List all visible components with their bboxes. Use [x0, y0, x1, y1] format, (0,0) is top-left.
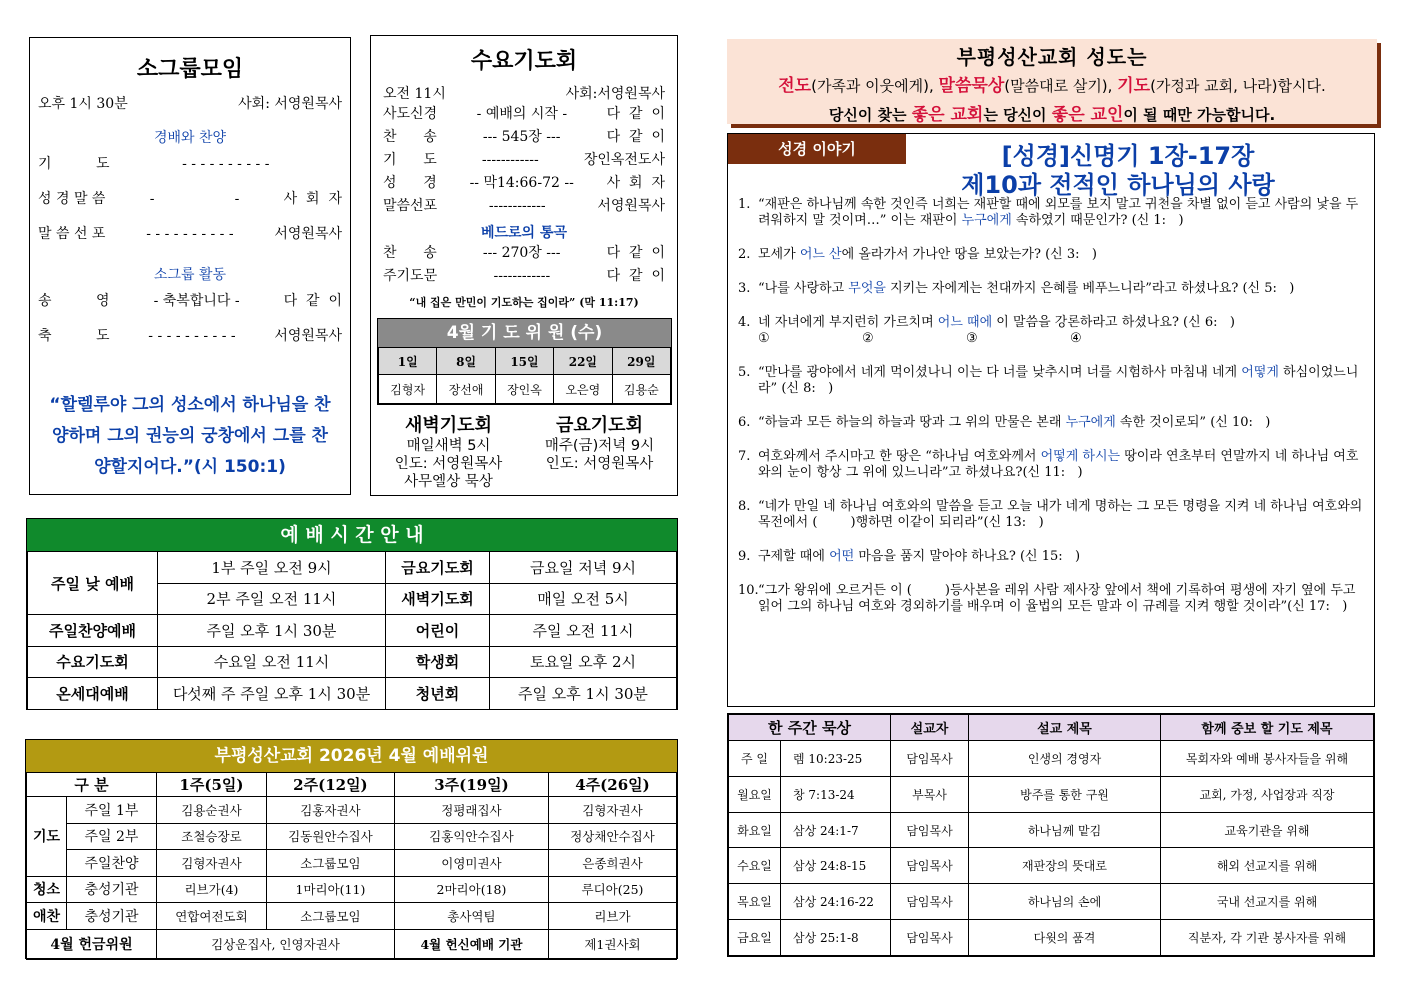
- committee-role: 주일찬양: [67, 850, 157, 877]
- committee-member: 김용순권사: [157, 797, 267, 824]
- question-fragment: 마음을 품지 말아야 하나요? (신 15: ): [854, 549, 1081, 564]
- option-marker: ③: [966, 331, 978, 346]
- schedule-box: [26, 518, 678, 710]
- weekly-cell: 부목사: [891, 776, 969, 812]
- question-item: [738, 315, 1366, 347]
- schedule-category: 주일찬양예배: [28, 615, 158, 647]
- dawn-prayer-title: 새벽기도회: [405, 415, 492, 436]
- committee-role: 주일 1부: [67, 797, 157, 824]
- committee-member: 루디아(25): [548, 876, 676, 903]
- weekly-cell: 담임목사: [891, 812, 969, 848]
- question-text: [758, 197, 1366, 229]
- schedule-time: 2부 주일 오전 11시: [158, 583, 386, 615]
- order-middle: - -: [149, 191, 240, 207]
- option-marker: ④: [1070, 331, 1082, 346]
- order-row: [38, 147, 342, 182]
- order-value: 사 회 자: [606, 175, 665, 191]
- question-item: [738, 549, 1366, 565]
- order-label: 말씀선포: [383, 198, 438, 214]
- question-text: [758, 583, 1366, 615]
- order-value: 다 같 이: [606, 245, 665, 261]
- order-middle: - - - - - - - - - -: [146, 226, 234, 242]
- order-value: 서영원목사: [597, 198, 665, 214]
- weekly-cell: 담임목사: [891, 848, 969, 884]
- order-value: 다 같 이: [606, 106, 665, 122]
- roster-date: 8일: [437, 348, 495, 375]
- question-number: 7.: [738, 449, 751, 464]
- committee-member: 정평래집사: [394, 797, 548, 824]
- wed-order: [371, 103, 677, 218]
- wed-host: 사회:서영원목사: [565, 86, 665, 102]
- question-item: [738, 281, 1366, 297]
- order-label: 성 경 말 씀: [38, 191, 106, 207]
- weekly-cell: 해외 선교지를 위해: [1161, 848, 1374, 884]
- banner-text: (가정과 교회, 나라)합시다.: [1150, 77, 1326, 95]
- option-marker: ②: [862, 331, 874, 346]
- small-group-verse: “할렐루야 그의 성소에서 하나님을 찬양하며 그의 권능의 궁창에서 그를 찬양할지어다.”(시 150:1): [49, 395, 331, 477]
- question-list: [738, 197, 1366, 615]
- roster-name: 오은영: [554, 375, 612, 404]
- committee-box: [25, 739, 678, 959]
- question-number: 5.: [738, 365, 751, 380]
- question-fragment: 속하였기 때문인가? (신 1: ): [1011, 213, 1184, 228]
- question-text: [758, 281, 1366, 297]
- banner-text: 전도: [778, 76, 812, 96]
- roster-name: 장인옥: [495, 375, 553, 404]
- schedule-time: 수요일 오전 11시: [158, 646, 386, 678]
- order-row: [38, 182, 342, 217]
- order-middle: --- 545장 ---: [482, 129, 561, 145]
- section-praise: 경배와 찬양: [153, 130, 227, 146]
- banner-title: 부평성산교회 성도는: [956, 45, 1148, 69]
- question-fragment: 어느 산: [799, 247, 842, 262]
- offering-members: 김상운집사, 인영자권사: [157, 929, 395, 959]
- small-group-time: 오후 1시 30분: [38, 96, 128, 112]
- question-fragment: 어느 때에: [937, 315, 993, 330]
- order-value: 서영원목사: [274, 226, 342, 242]
- bible-title-2: 제10과 전적인 하나님의 사랑: [961, 171, 1275, 199]
- schedule-category: 어린이: [386, 615, 490, 647]
- question-fragment: 땅이라 연초부터 연말까지 네 하나님 여호와의 눈이 항상 그 위에 있느니라”고 하셨나요?(신 11: ): [758, 449, 1359, 480]
- banner: [727, 39, 1377, 124]
- schedule-time: 매일 오전 5시: [490, 583, 677, 615]
- roster-date: 29일: [612, 348, 670, 375]
- roster-name: 김용순: [612, 375, 670, 404]
- question-fragment: 모세가: [758, 247, 800, 262]
- question-number: 8.: [738, 499, 751, 514]
- question-text: [758, 247, 1366, 263]
- order-row: [383, 149, 665, 172]
- bible-tag: 성경 이야기: [728, 134, 906, 164]
- question-text: [758, 499, 1366, 531]
- order-row: [38, 319, 342, 354]
- roster-title: 4월 기 도 위 원 (수): [378, 319, 671, 347]
- fri-line: 매주(금)저녁 9시: [544, 438, 655, 454]
- committee-group-label: 기도: [27, 797, 67, 877]
- banner-text: (가족과 이웃에게),: [811, 77, 939, 95]
- committee-member: 김홍자권사: [266, 797, 394, 824]
- order-middle: - - - - - - - - - -: [148, 328, 236, 344]
- fri-prayer-title: 금요기도회: [556, 415, 643, 436]
- question-fragment: 어떻게 하시는: [1040, 449, 1121, 464]
- banner-text: 는 당신이: [983, 106, 1052, 124]
- question-number: 10.: [738, 583, 759, 598]
- order-row: [383, 195, 665, 218]
- schedule-title: 예 배 시 간 안 내: [27, 519, 677, 551]
- order-middle: - - - - - - - - - -: [182, 156, 270, 172]
- question-number: 3.: [738, 281, 751, 296]
- banner-text: 당신이 찾는: [828, 106, 912, 124]
- order-label: 말 씀 선 포: [38, 226, 106, 242]
- banner-text: 기도: [1117, 76, 1151, 96]
- question-options: [758, 331, 1366, 347]
- dedication-label: 4월 헌신예배 기관: [394, 929, 548, 959]
- small-group-box: [29, 37, 351, 495]
- weekly-cell: 화요일: [729, 812, 781, 848]
- question-number: 1.: [738, 197, 751, 212]
- order-row: [38, 284, 342, 319]
- committee-member: 김홍익안수집사: [394, 823, 548, 850]
- order-middle: - 축복합니다 -: [153, 293, 240, 309]
- weekly-cell: 교회, 가정, 사업장과 직장: [1161, 776, 1374, 812]
- question-text: [758, 315, 1366, 347]
- weekly-cell: 월요일: [729, 776, 781, 812]
- schedule-category: 주일 낮 예배: [28, 552, 158, 615]
- offering-label: 4월 헌금위원: [27, 929, 157, 959]
- committee-member: 조철승장로: [157, 823, 267, 850]
- weekly-cell: 하나님의 손에: [969, 884, 1161, 920]
- small-group-title: 소그룹모임: [136, 57, 244, 82]
- question-text: [758, 365, 1366, 397]
- schedule-category: 청년회: [386, 678, 490, 710]
- order-value: 다 같 이: [606, 129, 665, 145]
- weekly-cell: 창 7:13-24: [781, 776, 891, 812]
- option-marker: ①: [758, 331, 770, 346]
- question-item: [738, 449, 1366, 481]
- schedule-category: 금요기도회: [386, 552, 490, 584]
- weekly-cell: 교육기관을 위해: [1161, 812, 1374, 848]
- committee-member: 김동원안수집사: [266, 823, 394, 850]
- order-middle: --- 270장 ---: [482, 245, 561, 261]
- committee-role: 충성기관: [67, 876, 157, 903]
- question-fragment: 어떤: [829, 549, 855, 564]
- weekly-cell: 삼상 24:1-7: [781, 812, 891, 848]
- roster: [377, 318, 672, 405]
- question-fragment: 누구에게: [961, 213, 1012, 228]
- question-fragment: “만나를 광야에서 네게 먹이셨나니 이는 다 너를 낮추시며 너를 시험하사 마침내 네게: [758, 365, 1242, 380]
- small-group-order-2: [30, 284, 350, 354]
- weekly-cell: 방주를 통한 구원: [969, 776, 1161, 812]
- weekly-cell: 금요일: [729, 920, 781, 956]
- roster-name: 장선애: [437, 375, 495, 404]
- banner-text: 말씀묵상: [938, 76, 1005, 96]
- weekly-cell: 삼상 25:1-8: [781, 920, 891, 956]
- question-fragment: 여호와께서 주시마고 한 땅은 “하나님 여호와께서: [758, 449, 1041, 464]
- committee-member: 리브가: [548, 903, 676, 930]
- banner-text: 좋은 교인: [1051, 105, 1124, 125]
- order-label: 성 경: [383, 175, 437, 191]
- question-fragment: 구제할 때에: [758, 549, 830, 564]
- committee-role: 주일 2부: [67, 823, 157, 850]
- dawn-line: 인도: 서영원목사: [394, 456, 503, 472]
- question-number: 2.: [738, 247, 751, 262]
- banner-line-1: [727, 71, 1377, 96]
- schedule-time: 다섯째 주 주일 오후 1시 30분: [158, 678, 386, 710]
- question-number: 9.: [738, 549, 751, 564]
- question-number: 6.: [738, 415, 751, 430]
- small-group-order: [30, 147, 350, 252]
- question-item: [738, 583, 1366, 615]
- schedule-time: 1부 주일 오전 9시: [158, 552, 386, 584]
- committee-header: 3주(19일): [394, 773, 548, 797]
- roster-name: 김형자: [379, 375, 437, 404]
- order-label: 송 영: [38, 293, 110, 309]
- wed-time: 오전 11시: [383, 86, 446, 102]
- weekly-header: 한 주간 묵상: [729, 715, 891, 741]
- bible-study-box: [727, 133, 1375, 707]
- question-text: [758, 549, 1366, 565]
- small-group-host: 사회: 서영원목사: [238, 96, 342, 112]
- question-item: [738, 247, 1366, 263]
- question-fragment: 에 올라가서 가나안 땅을 보았는가? (신 3: ): [841, 247, 1097, 262]
- order-row: [383, 242, 665, 265]
- weekly-cell: 삼상 24:16-22: [781, 884, 891, 920]
- order-middle: - 예배의 시작 -: [476, 106, 568, 122]
- question-fragment: “네가 만일 네 하나님 여호와의 말씀을 듣고 오늘 내가 네게 명하는 그 모든 명령을 지켜 네 하나님 여호와의 목전에서 ( )행하면 이같이 되리라”(신 13: ): [758, 499, 1367, 530]
- committee-member: 김형자권사: [157, 850, 267, 877]
- weekly-header: 설교 제목: [969, 715, 1161, 741]
- schedule-time: 주일 오전 11시: [490, 615, 677, 647]
- weekly-cell: 국내 선교지를 위해: [1161, 884, 1374, 920]
- committee-group-label: 청소: [27, 876, 67, 903]
- question-fragment: “나를 사랑하고: [758, 281, 849, 296]
- question-item: [738, 197, 1366, 229]
- committee-member: 김형자권사: [548, 797, 676, 824]
- committee-header: 4주(26일): [548, 773, 676, 797]
- question-fragment: 어떻게: [1241, 365, 1279, 380]
- bible-title-1: [성경]신명기 1장-17장: [1001, 142, 1255, 170]
- question-fragment: 네 자녀에게 부지런히 가르치며: [758, 315, 938, 330]
- weekly-box: [727, 713, 1375, 957]
- order-value: 사 회 자: [283, 191, 342, 207]
- roster-date: 15일: [495, 348, 553, 375]
- weekly-header: 함께 중보 할 기도 제목: [1161, 715, 1374, 741]
- committee-member: 2마리아(18): [394, 876, 548, 903]
- dedication-group: 제1권사회: [548, 929, 676, 959]
- order-label: 기 도: [38, 156, 110, 172]
- question-fragment: 속한 것이로되” (신 10: ): [1115, 415, 1271, 430]
- committee-member: 소그룹모임: [266, 850, 394, 877]
- schedule-category: 새벽기도회: [386, 583, 490, 615]
- question-fragment: 지키는 자에게는 천대까지 은혜를 베푸느니라”라고 하셨나요? (신 5: ): [885, 281, 1295, 296]
- question-item: [738, 365, 1366, 397]
- section-activity: 소그룹 활동: [153, 267, 227, 283]
- weekly-cell: 재판장의 뜻대로: [969, 848, 1161, 884]
- committee-member: 리브가(4): [157, 876, 267, 903]
- order-value: 다 같 이: [606, 268, 665, 284]
- committee-member: 정상채안수집사: [548, 823, 676, 850]
- question-text: [758, 449, 1366, 481]
- weekly-cell: 담임목사: [891, 741, 969, 777]
- question-fragment: 이 말씀을 강론하라고 하셨나요? (신 6: ): [992, 315, 1235, 330]
- schedule-time: 주일 오후 1시 30분: [490, 678, 677, 710]
- question-number: 4.: [738, 315, 751, 330]
- committee-member: 소그룹모임: [266, 903, 394, 930]
- banner-text: 이 될 때만 가능합니다.: [1123, 106, 1276, 124]
- weekly-header: 설교자: [891, 715, 969, 741]
- order-label: 찬 송: [383, 245, 437, 261]
- schedule-category: 수요기도회: [28, 646, 158, 678]
- order-middle: ------------: [481, 152, 539, 168]
- weekly-cell: 다윗의 품격: [969, 920, 1161, 956]
- schedule-time: 토요일 오후 2시: [490, 646, 677, 678]
- weekly-cell: 인생의 경영자: [969, 741, 1161, 777]
- committee-title: 부평성산교회 2026년 4월 예배위원: [26, 740, 677, 772]
- order-label: 찬 송: [383, 129, 437, 145]
- wed-prayer-title: 수요기도회: [470, 49, 578, 74]
- order-label: 축 도: [38, 328, 110, 344]
- order-row: [383, 126, 665, 149]
- weekly-cell: 직분자, 각 기관 봉사자를 위해: [1161, 920, 1374, 956]
- order-row: [383, 172, 665, 195]
- wed-verse: “내 집은 만민이 기도하는 집이라” (막 11:17): [409, 296, 639, 309]
- order-row: [38, 217, 342, 252]
- schedule-category: 학생회: [386, 646, 490, 678]
- committee-member: 은종희권사: [548, 850, 676, 877]
- weekly-cell: 목요일: [729, 884, 781, 920]
- committee-header: 구 분: [27, 773, 157, 797]
- weekly-cell: 담임목사: [891, 884, 969, 920]
- question-fragment: “하늘과 모든 하늘의 하늘과 땅과 그 위의 만물은 본래: [758, 415, 1066, 430]
- order-value: 다 같 이: [283, 293, 342, 309]
- weekly-cell: 하나님께 맡김: [969, 812, 1161, 848]
- sermon-title: 베드로의 통곡: [480, 225, 568, 241]
- question-text: [758, 415, 1366, 431]
- committee-header: 1주(5일): [157, 773, 267, 797]
- wed-prayer-box: [370, 35, 678, 496]
- committee-member: 1마리아(11): [266, 876, 394, 903]
- order-row: [383, 103, 665, 126]
- question-fragment: 하심이었느니라” (신 8: ): [758, 365, 1359, 396]
- committee-group-label: 애찬: [27, 903, 67, 930]
- order-label: 사도신경: [383, 106, 438, 122]
- question-item: [738, 499, 1366, 531]
- order-label: 기 도: [383, 152, 437, 168]
- weekly-cell: 수요일: [729, 848, 781, 884]
- banner-line-2: [727, 100, 1377, 125]
- order-middle: ------------: [493, 268, 551, 284]
- roster-date: 22일: [554, 348, 612, 375]
- weekly-cell: 주 일: [729, 741, 781, 777]
- committee-header: 2주(12일): [266, 773, 394, 797]
- question-fragment: “재판은 하나님께 속한 것인즉 너희는 재판할 때에 외모를 보지 말고 귀천을 차별 없이 듣고 사람의 낯을 두려워하지 말 것이며…” 이는 재판이: [758, 197, 1359, 228]
- order-value: 서영원목사: [274, 328, 342, 344]
- question-item: [738, 415, 1366, 431]
- schedule-time: 금요일 저녁 9시: [490, 552, 677, 584]
- schedule-category: 온세대예배: [28, 678, 158, 710]
- order-value: 장인옥전도사: [583, 152, 665, 168]
- weekly-cell: 삼상 24:8-15: [781, 848, 891, 884]
- wed-order-2: [371, 242, 677, 288]
- committee-role: 충성기관: [67, 903, 157, 930]
- question-fragment: 누구에게: [1065, 415, 1116, 430]
- question-fragment: “그가 왕위에 오르거든 이 ( )등사본을 레위 사람 제사장 앞에서 책에 기록하여 평생에 자기 옆에 두고 읽어 그의 하나님 여호와 경외하기를 배우며 이 율법의 모든 말과 이 규례를 지켜 행할 것이라”(신 17: ): [758, 583, 1360, 614]
- weekly-cell: 담임목사: [891, 920, 969, 956]
- committee-member: 이영미권사: [394, 850, 548, 877]
- dawn-line: 매일새벽 5시: [406, 438, 491, 454]
- dawn-line: 사무엘상 묵상: [404, 474, 493, 490]
- order-middle: ------------: [488, 198, 546, 214]
- question-fragment: 무엇을: [848, 281, 886, 296]
- order-label: 주기도문: [383, 268, 438, 284]
- committee-member: 총사역팀: [394, 903, 548, 930]
- roster-date: 1일: [379, 348, 437, 375]
- fri-line: 인도: 서영원목사: [545, 456, 654, 472]
- banner-text: (말씀대로 살기),: [1004, 77, 1118, 95]
- schedule-time: 주일 오후 1시 30분: [158, 615, 386, 647]
- weekly-cell: 목회자와 예배 봉사자들을 위해: [1161, 741, 1374, 777]
- order-middle: -- 막14:66-72 --: [469, 175, 574, 191]
- order-row: [383, 265, 665, 288]
- committee-member: 연합여전도회: [157, 903, 267, 930]
- weekly-cell: 렘 10:23-25: [781, 741, 891, 777]
- banner-text: 좋은 교회: [911, 105, 984, 125]
